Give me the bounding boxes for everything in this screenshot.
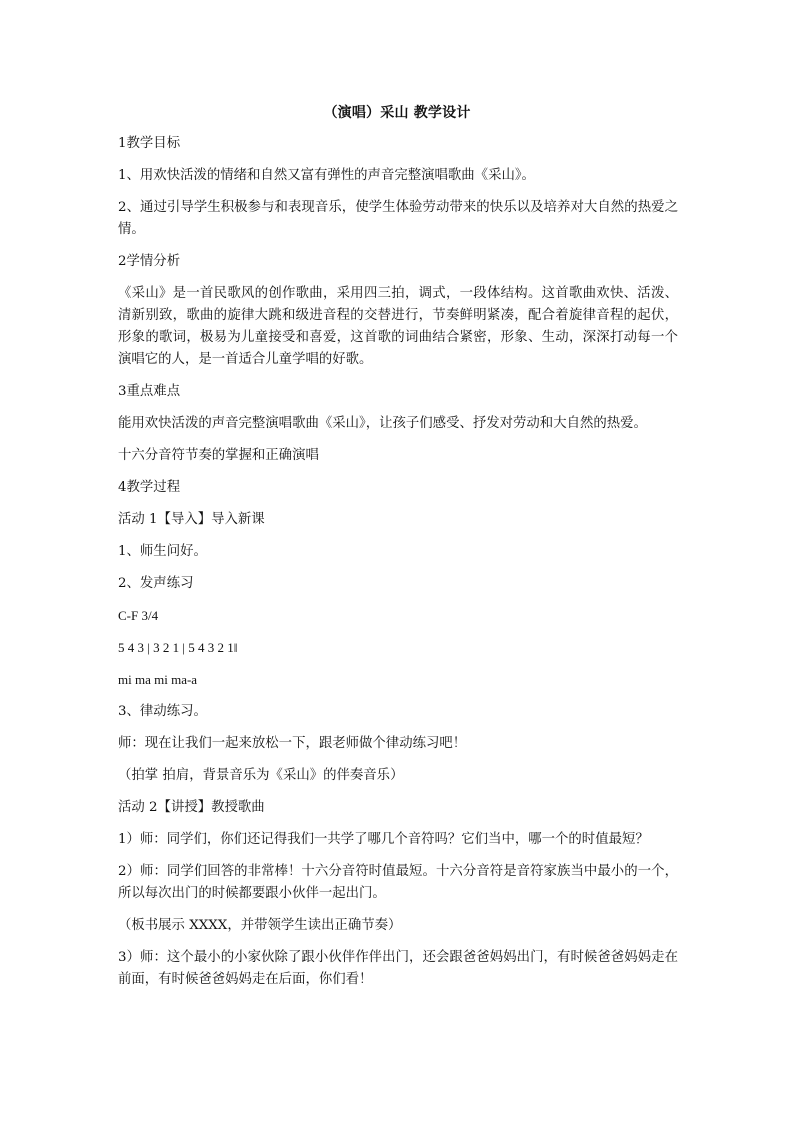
key-point-1: 能用欢快活泼的声音完整演唱歌曲《采山》，让孩子们感受、抒发对劳动和大自然的热爱。 [118, 416, 647, 431]
document-body [118, 133, 678, 1001]
section-heading-objectives: 1教学目标 [118, 136, 181, 151]
stage-direction-1: （拍掌 拍肩，背景音乐为《采山》的伴奏音乐） [118, 768, 404, 783]
objective-item-1: 1、用欢快活泼的情绪和自然又富有弹性的声音完整演唱歌曲《采山》。 [118, 168, 535, 183]
activity-2-heading: 活动 2【讲授】教授歌曲 [118, 800, 265, 815]
key-signature-text: C-F 3/4 [118, 608, 159, 623]
key-point-2: 十六分音符节奏的掌握和正确演唱 [118, 448, 319, 463]
stage-direction-2: （板书展示 XXXX，并带领学生读出正确节奏） [118, 918, 402, 933]
notation-line: 5 4 3 | 3 2 1 | 5 4 3 2 1‖ [118, 640, 238, 655]
section-heading-process: 4教学过程 [118, 480, 181, 495]
section-heading-analysis: 2学情分析 [118, 254, 181, 269]
teacher-line-relax: 师：现在让我们一起来放松一下，跟老师做个律动练习吧！ [118, 736, 467, 751]
teacher-question-1: 1）师：同学们，你们还记得我们一共学了哪几个音符吗？它们当中，哪一个的时值最短？ [118, 832, 649, 847]
syllables-line: mi ma mi ma-a [118, 672, 198, 687]
analysis-paragraph: 《采山》是一首民歌风的创作歌曲，采用四三拍，调式，一段体结构。这首歌曲欢快、活泼、清新别致，歌曲的旋律大跳和级进音程的交替进行，节奏鲜明紧凑，配合着旋律音程的起伏，形象的歌词，极易为儿童接受和喜爱，这首歌的词曲结合紧密，形象、生动，深深打动每一个演唱它的人，是一首适合儿童学唱的好歌。 [118, 286, 678, 367]
activity-1-heading: 活动 1【导入】导入新课 [118, 512, 265, 527]
teacher-question-3: 3）师：这个最小的小家伙除了跟小伙伴作伴出门，还会跟爸爸妈妈出门，有时候爸爸妈妈走在前面，有时候爸爸妈妈走在后面，你们看！ [118, 950, 678, 987]
process-step-vocal-practice: 2、发声练习 [118, 576, 194, 591]
section-heading-key-points: 3重点难点 [118, 384, 181, 399]
teacher-question-2: 2）师：同学们回答的非常棒！十六分音符时值最短。十六分音符是音符家族当中最小的一个，所以每次出门的时候都要跟小伙伴一起出门。 [118, 864, 678, 901]
process-step-rhythm-practice: 3、律动练习。 [118, 704, 207, 719]
objective-item-2: 2、通过引导学生积极参与和表现音乐，使学生体验劳动带来的快乐以及培养对大自然的热爱之情。 [118, 200, 678, 237]
process-step-greeting: 1、师生问好。 [118, 544, 207, 559]
page-title: （演唱）采山 教学设计 [323, 105, 471, 121]
